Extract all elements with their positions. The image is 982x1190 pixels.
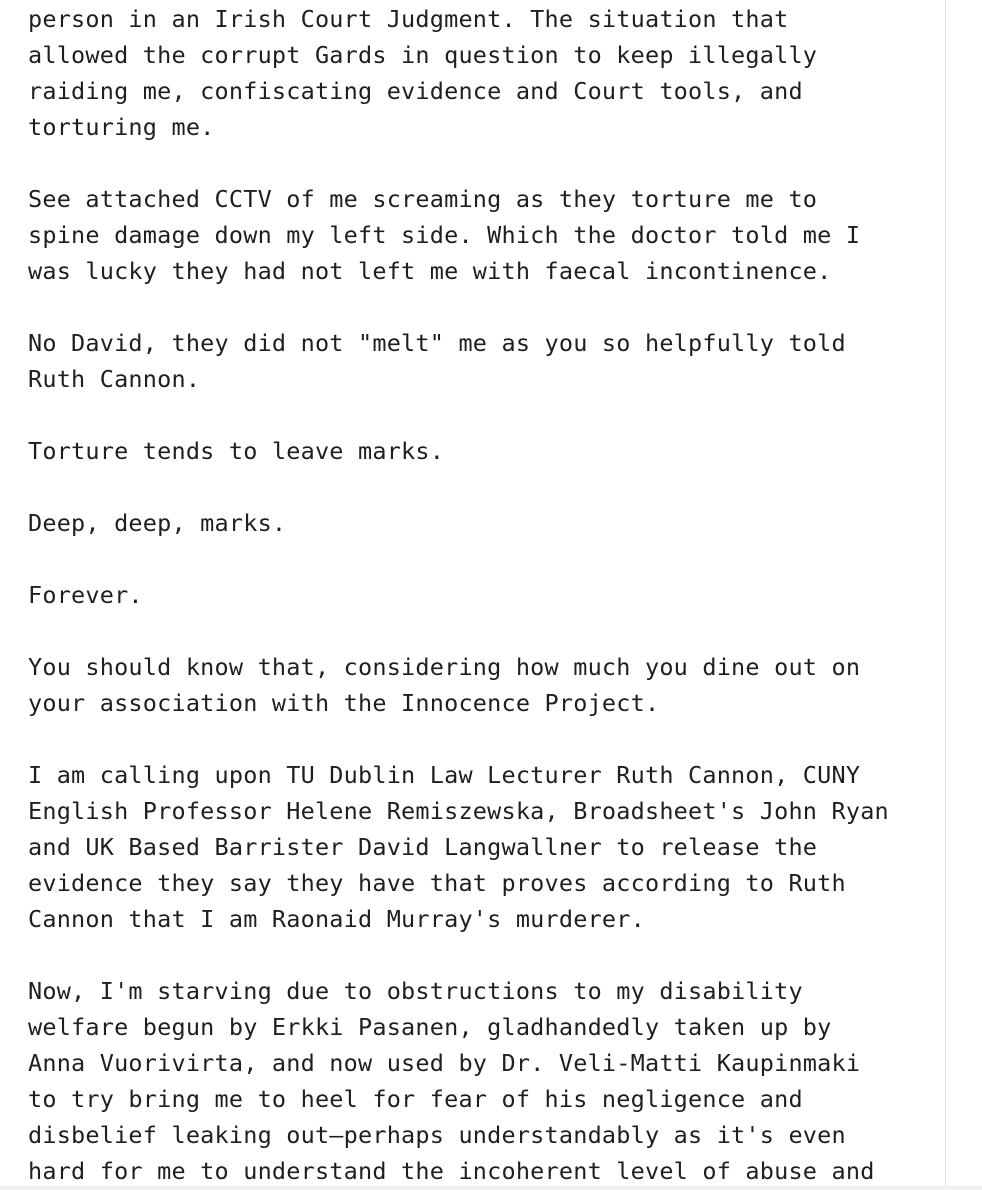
text-line: Anna Vuorivirta, and now used by Dr. Veli-Matti Kaupinmaki <box>28 1049 861 1077</box>
paragraph <box>28 505 928 541</box>
text-line: person in an Irish Court Judgment. The situation that <box>28 5 789 33</box>
text-line: See attached CCTV of me screaming as they torture me to <box>28 185 818 213</box>
paragraph <box>28 433 928 469</box>
paragraph <box>28 181 928 289</box>
text-line: evidence they say they have that proves according to Ruth <box>28 869 846 897</box>
text-line: English Professor Helene Remiszewska, Broadsheet's John Ryan <box>28 797 889 825</box>
text-line: and UK Based Barrister David Langwallner to release the <box>28 833 818 861</box>
text-line: Ruth Cannon. <box>28 365 201 393</box>
bottom-scroll-edge <box>0 1186 982 1190</box>
text-line: allowed the corrupt Gards in question to keep illegally <box>28 41 818 69</box>
text-line: Forever. <box>28 581 143 609</box>
paragraph <box>28 649 928 721</box>
text-line: Cannon that I am Raonaid Murray's murderer. <box>28 905 645 933</box>
paragraph <box>28 1 928 145</box>
paragraph <box>28 757 928 937</box>
document-body <box>28 1 928 1190</box>
text-line: welfare begun by Erkki Pasanen, gladhandedly taken up by <box>28 1013 832 1041</box>
paragraph <box>28 577 928 613</box>
paragraph <box>28 973 928 1189</box>
text-line: I am calling upon TU Dublin Law Lecturer Ruth Cannon, CUNY <box>28 761 861 789</box>
text-line: spine damage down my left side. Which the doctor told me I <box>28 221 861 249</box>
text-line: No David, they did not "melt" me as you so helpfully told <box>28 329 846 357</box>
text-line: Torture tends to leave marks. <box>28 437 445 465</box>
text-line: torturing me. <box>28 113 215 141</box>
text-line: disbelief leaking out—perhaps understandably as it's even <box>28 1121 846 1149</box>
paragraph <box>28 325 928 397</box>
text-line: Now, I'm starving due to obstructions to my disability <box>28 977 803 1005</box>
text-line: to try bring me to heel for fear of his negligence and <box>28 1085 803 1113</box>
text-line: was lucky they had not left me with faecal incontinence. <box>28 257 832 285</box>
text-line: hard for me to understand the incoherent level of abuse and <box>28 1157 875 1185</box>
text-line: You should know that, considering how much you dine out on <box>28 653 861 681</box>
right-margin-divider <box>945 0 946 1190</box>
text-line: your association with the Innocence Project. <box>28 689 660 717</box>
text-line: Deep, deep, marks. <box>28 509 287 537</box>
text-line: raiding me, confiscating evidence and Court tools, and <box>28 77 803 105</box>
